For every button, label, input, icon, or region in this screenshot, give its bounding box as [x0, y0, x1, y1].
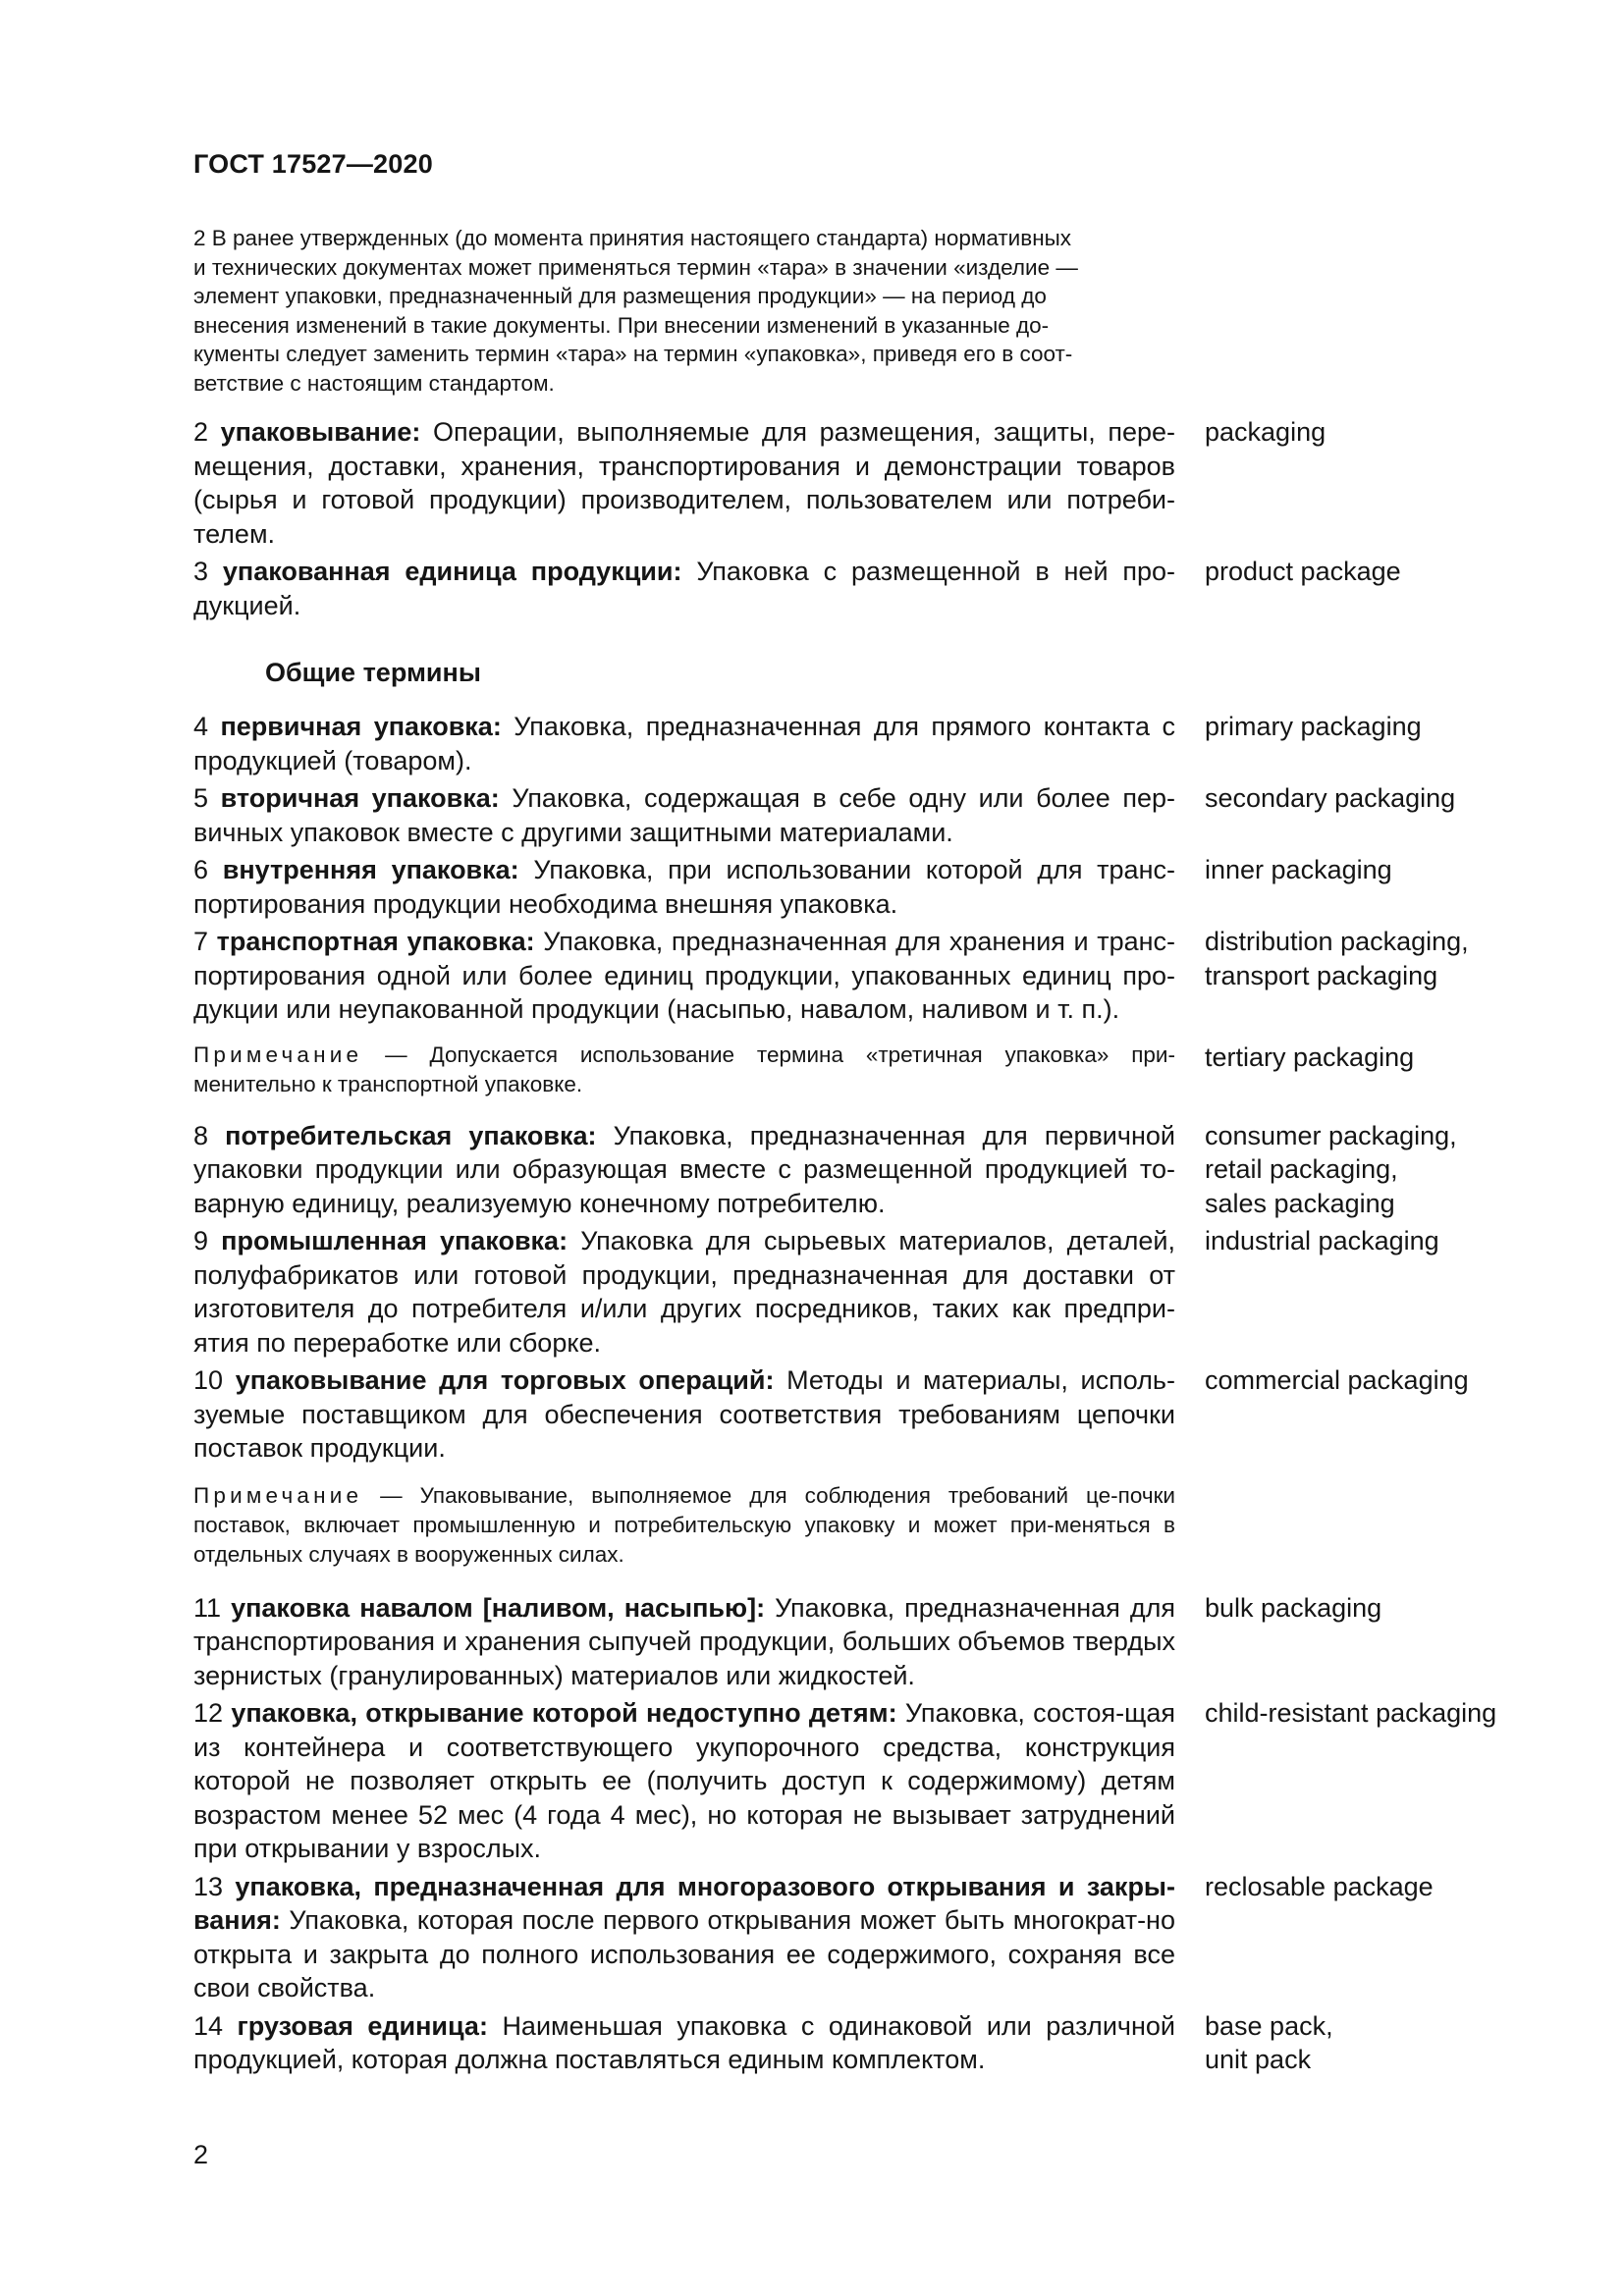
document-header: ГОСТ 17527—2020 [193, 149, 433, 179]
term-number: 11 [193, 1592, 222, 1623]
term-definition-block [193, 2009, 1175, 2077]
top-note-line: кументы следует заменить термин «тара» на термин «упаковка», приведя его в соот- [193, 342, 1073, 366]
term-name: вторичная упаковка: [220, 783, 500, 813]
term-definition-block [193, 1363, 1175, 1466]
top-note-line: 2 В ранее утвержденных (до момента принятия настоящего стандарта) нормативных [193, 226, 1072, 250]
english-term-line: commercial packaging [1205, 1365, 1469, 1395]
term-name: упаковка, предназначенная для многоразового открывания и закры-вания: [193, 1871, 1175, 1935]
term-definition: Упаковка, предназначенная для прямого контакта с продукцией (товаром). [193, 712, 1175, 775]
term-entry [193, 1224, 1509, 1360]
term-entry [193, 1119, 1509, 1221]
english-term [1205, 1119, 1509, 1221]
english-term [1205, 415, 1509, 450]
english-term-line: unit pack [1205, 2045, 1312, 2074]
english-term-line: child-resistant packaging [1205, 1698, 1497, 1728]
term-name: транспортная упаковка: [216, 927, 535, 956]
english-term-line: product package [1205, 557, 1401, 586]
top-note [193, 224, 1175, 398]
section-title: Общие термины [265, 658, 481, 687]
english-term-line: retail packaging, [1205, 1154, 1398, 1184]
term-list [193, 1591, 1509, 2077]
english-term [1205, 1041, 1509, 1075]
term-list [193, 710, 1509, 1027]
term-definition-block [193, 781, 1175, 849]
term-definition: Упаковка с размещенной в ней про-дукцией. [193, 557, 1175, 620]
english-term-line: reclosable package [1205, 1871, 1434, 1901]
term-number: 9 [193, 1226, 209, 1255]
term-definition: Упаковка, которая после первого открывания может быть многократ-но открыта и закрыта до полного использования ее содержимого, сохраняя все свои свойства. [193, 1905, 1175, 2002]
term-entry [193, 1591, 1509, 1693]
term-name: упаковка навалом [наливом, насыпью]: [231, 1592, 766, 1623]
english-term [1205, 1591, 1509, 1626]
term-name: упаковка, открывание которой недоступно детям: [231, 1698, 897, 1728]
term-name: промышленная упаковка: [221, 1226, 568, 1255]
term-entry [193, 415, 1509, 551]
term-entry [193, 2009, 1509, 2077]
term-number: 5 [193, 783, 209, 813]
term-definition: Упаковка, предназначенная для хранения и транс-портирования одной или более единиц продукции, упакованных единиц про-дукции или неупакованной продукции (насыпью, навалом, наливом и т. п.). [193, 927, 1176, 1024]
english-term [1205, 1696, 1509, 1731]
english-term [1205, 1363, 1509, 1398]
english-term [1205, 1870, 1509, 1904]
term-definition: Упаковка, предназначенная для транспортирования и хранения сыпучей продукции, больших объемов твердых зернистых (гранулированных) материалов или жидкостей. [193, 1592, 1175, 1690]
english-term [1205, 925, 1509, 992]
english-term-line: transport packaging [1205, 960, 1438, 990]
term-name: упаковывание: [220, 417, 421, 447]
term-number: 12 [193, 1698, 224, 1728]
term-definition: Наименьшая упаковка с одинаковой или различной продукцией, которая должна поставляться единым комплектом. [193, 2010, 1175, 2074]
term-number: 8 [193, 1120, 209, 1150]
term-definition-block [193, 1119, 1175, 1221]
note-body: — Упаковывание, выполняемое для соблюдения требований це-почки поставок, включает промышленную и потребительскую упаковку и может при-меняться в отдельных случаях в вооруженных силах. [193, 1482, 1175, 1567]
english-term [1205, 2009, 1509, 2077]
term-definition: Упаковка для сырьевых материалов, деталей, полуфабрикатов или готовой продукции, предназначенная для доставки от изготовителя до потребителя и/или других посредников, таких как предпри-ятия по переработке или сборке. [193, 1226, 1175, 1358]
term-number: 10 [193, 1365, 224, 1395]
english-term-line: secondary packaging [1205, 783, 1456, 813]
term-entry [193, 710, 1509, 777]
term-name: грузовая единица: [237, 2010, 488, 2041]
term-number: 3 [193, 557, 209, 586]
english-term-line: consumer packaging, [1205, 1120, 1457, 1150]
english-term-line: sales packaging [1205, 1188, 1395, 1218]
note-label: Примечание [193, 1482, 363, 1508]
english-term-line: distribution packaging, [1205, 927, 1469, 956]
term-list [193, 415, 1509, 622]
term-definition-block [193, 555, 1175, 622]
english-term-line: industrial packaging [1205, 1226, 1439, 1255]
term-number: 13 [193, 1871, 224, 1901]
note-label: Примечание [193, 1041, 363, 1067]
term-name: упакованная единица продукции: [222, 557, 682, 586]
term-definition: Методы и материалы, исполь-зуемые поставщиком для обеспечения соответствия требованиям цепочки поставок продукции. [193, 1365, 1175, 1463]
term-entry [193, 1870, 1509, 2005]
term-number: 2 [193, 417, 209, 447]
term-number: 7 [193, 927, 209, 956]
term-list [193, 1119, 1509, 1466]
english-term-line: bulk packaging [1205, 1592, 1382, 1623]
note-body: — Допускается использование термина «третичная упаковка» при-менительно к транспортной упаковке. [193, 1041, 1175, 1096]
term-definition-block [193, 853, 1175, 921]
note-row [193, 1041, 1509, 1099]
english-term-line: primary packaging [1205, 712, 1422, 741]
english-term [1205, 1224, 1509, 1258]
term-number: 4 [193, 712, 209, 741]
english-term-line: tertiary packaging [1205, 1041, 1415, 1072]
term-definition-block [193, 925, 1175, 1027]
term-definition: Упаковка, состоя-щая из контейнера и соответствующего укупорочного средства, конструкция которой не позволяет открыть ее (получить доступ к содержимому) детям возрастом менее 52 мес (4 года 4 мес), но которая не вызывает затруднений при открывании у взрослых. [193, 1698, 1175, 1863]
term-entry [193, 1696, 1509, 1866]
english-term-line: inner packaging [1205, 855, 1392, 884]
english-term-line: packaging [1205, 417, 1326, 447]
top-note-line: элемент упаковки, предназначенный для размещения продукции» — на период до [193, 284, 1047, 308]
top-note-line: внесения изменений в такие документы. При внесении изменений в указанные до- [193, 312, 1050, 338]
page-content [193, 224, 1509, 2077]
term-definition-block [193, 710, 1175, 777]
english-term [1205, 555, 1509, 589]
term-name: внутренняя упаковка: [222, 855, 519, 884]
term-definition: Упаковка, предназначенная для первичной упаковки продукции или образующая вместе с размещенной продукцией то-варную единицу, реализуемую конечному потребителю. [193, 1120, 1175, 1218]
term-definition-block [193, 1696, 1175, 1866]
top-note-line: ветствие с настоящим стандартом. [193, 370, 555, 396]
term-definition-block [193, 415, 1175, 551]
term-name: потребительская упаковка: [225, 1120, 597, 1150]
term-entry [193, 781, 1509, 849]
term-definition-block [193, 1870, 1175, 2005]
term-number: 14 [193, 2010, 224, 2041]
term-name: упаковывание для торговых операций: [235, 1365, 775, 1395]
english-term [1205, 781, 1509, 816]
note-text [193, 1481, 1175, 1570]
page-number: 2 [193, 2140, 209, 2169]
term-definition: Операции, выполняемые для размещения, защиты, пере-мещения, доставки, хранения, транспортирования и демонстрации товаров (сырья и готовой продукции) производителем, пользователем или потреби-телем. [193, 417, 1175, 549]
term-entry [193, 1363, 1509, 1466]
term-entry [193, 555, 1509, 622]
english-term-line: base pack, [1205, 2010, 1333, 2041]
term-number: 6 [193, 855, 209, 884]
english-term [1205, 853, 1509, 887]
top-note-line: и технических документах может применяться термин «тара» в значении «изделие — [193, 254, 1078, 280]
note-text [193, 1041, 1175, 1099]
term-definition-block [193, 1591, 1175, 1693]
term-definition: Упаковка, при использовании которой для транс-портирования продукции необходима внешняя упаковка. [193, 855, 1175, 919]
english-term [1205, 710, 1509, 744]
term-definition: Упаковка, содержащая в себе одну или более пер-вичных упаковок вместе с другими защитными материалами. [193, 783, 1175, 847]
term-definition-block [193, 1224, 1175, 1360]
term-entry [193, 925, 1509, 1027]
term-name: первичная упаковка: [220, 712, 502, 741]
term-entry [193, 853, 1509, 921]
